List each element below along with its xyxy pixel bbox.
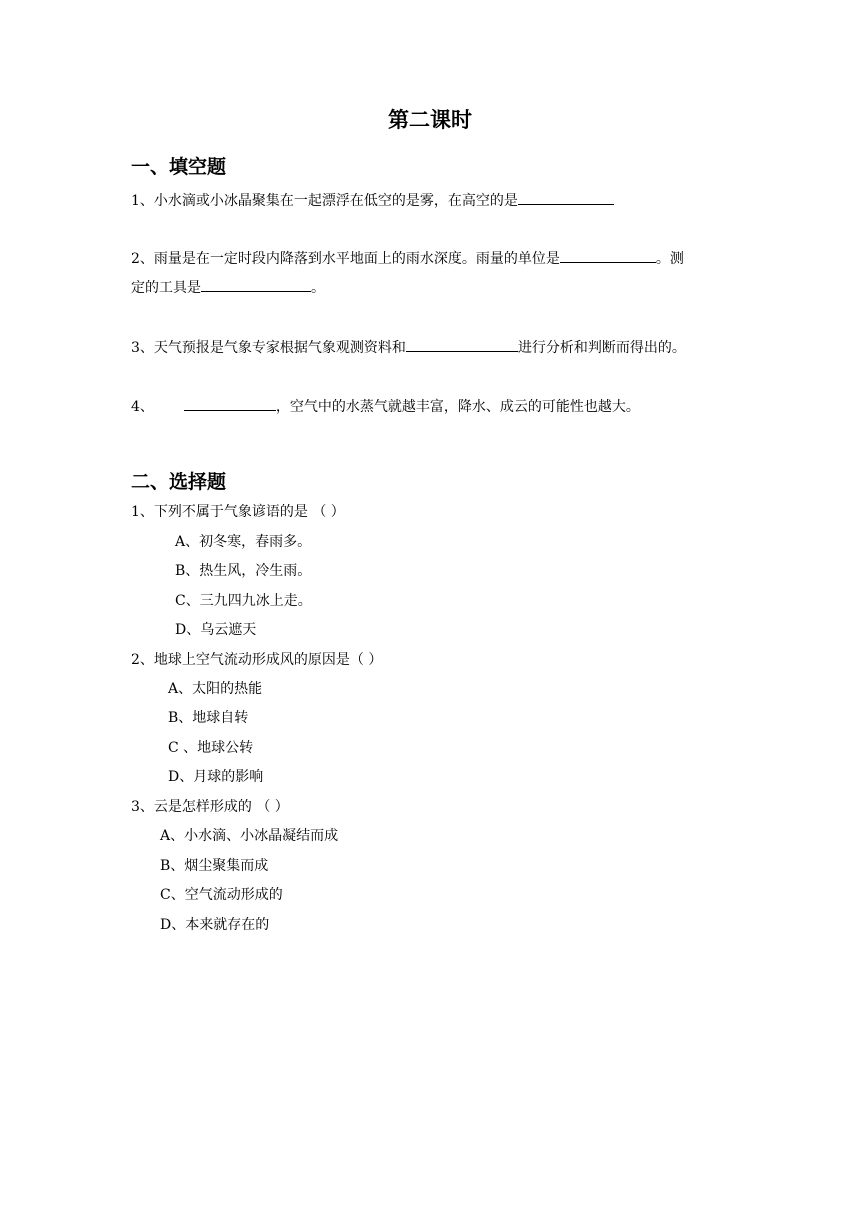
fill-question-3: [131, 337, 686, 357]
answer-blank: [406, 337, 518, 352]
choice-option: A、初冬寒，春雨多。: [175, 534, 312, 550]
section-heading-multiple-choice: 二、选择题: [131, 471, 227, 493]
choice-option: D、月球的影响: [168, 769, 264, 785]
fill-question-2-line-2: [131, 277, 325, 297]
section-heading-fill-in: 一、填空题: [131, 156, 227, 178]
choice-option: C、空气流动形成的: [160, 887, 283, 903]
question-text: 2、雨量是在一定时段内降落到水平地面上的雨水深度。雨量的单位是: [131, 251, 560, 267]
choice-option: B、烟尘聚集而成: [160, 858, 269, 874]
choice-option: C、三九四九冰上走。: [175, 593, 312, 609]
fill-question-4: [131, 396, 640, 416]
answer-blank: [518, 190, 614, 205]
question-text: 。测: [655, 251, 684, 267]
question-text: 。: [311, 280, 325, 296]
fill-question-1: [131, 190, 614, 210]
question-number: 4、: [131, 399, 154, 415]
question-text: 3、天气预报是气象专家根据气象观测资料和: [131, 340, 406, 356]
choice-option: C 、地球公转: [168, 740, 254, 756]
question-text: 进行分析和判断而得出的。: [517, 340, 686, 356]
page-title: 第二课时: [388, 108, 472, 132]
question-text: 1、小水滴或小冰晶聚集在一起漂浮在低空的是雾，在高空的是: [131, 193, 518, 209]
choice-option: B、热生风，冷生雨。: [175, 563, 312, 579]
choice-option: D、乌云遮天: [175, 622, 257, 638]
choice-question-stem: 1、下列不属于气象谚语的是 （ ）: [131, 504, 345, 520]
answer-blank: [184, 396, 276, 411]
answer-blank: [560, 248, 656, 263]
choice-option: B、地球自转: [168, 710, 249, 726]
answer-blank: [201, 277, 311, 292]
choice-question-stem: 3、云是怎样形成的 （ ）: [131, 799, 289, 815]
choice-option: A、太阳的热能: [168, 681, 263, 697]
choice-question-stem: 2、地球上空气流动形成风的原因是（ ）: [131, 652, 383, 668]
choice-option: D、本来就存在的: [160, 917, 270, 933]
question-text: 定的工具是: [131, 280, 201, 296]
fill-question-2: [131, 248, 684, 268]
question-text: ，空气中的水蒸气就越丰富，降水、成云的可能性也越大。: [275, 399, 640, 415]
choice-option: A、小水滴、小冰晶凝结而成: [160, 828, 339, 844]
